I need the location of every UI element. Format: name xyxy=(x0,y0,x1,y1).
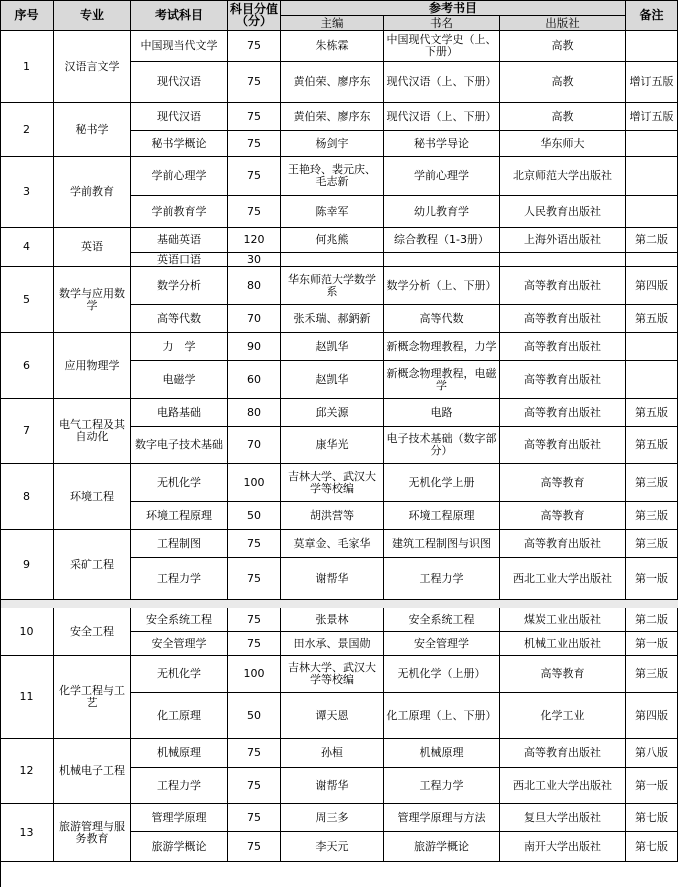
group-number: 6 xyxy=(0,333,54,399)
header-score: 科目分值（分） xyxy=(228,0,281,31)
cell-publisher: 上海外语出版社 xyxy=(500,228,626,253)
cell-score: 90 xyxy=(228,333,281,361)
major-name: 机械电子工程 xyxy=(54,739,131,804)
cell-publisher: 高教 xyxy=(500,103,626,131)
cell-publisher: 高等教育 xyxy=(500,656,626,693)
cell-score: 120 xyxy=(228,228,281,253)
cell-book: 现代汉语（上、下册） xyxy=(384,103,500,131)
cell-note: 第一版 xyxy=(626,558,678,600)
cell-score: 75 xyxy=(228,608,281,632)
cell-editor: 胡洪营等 xyxy=(281,502,384,530)
cell-score: 75 xyxy=(228,157,281,196)
major-name: 旅游管理与服务教育 xyxy=(54,804,131,862)
major-name: 学前教育 xyxy=(54,157,131,228)
cell-book: 电子技术基础（数字部分） xyxy=(384,427,500,464)
cell-note xyxy=(626,361,678,399)
cell-editor: 张禾瑞、郝鈵新 xyxy=(281,305,384,333)
cell-editor: 王艳玲、裴元庆、毛志新 xyxy=(281,157,384,196)
cell-score: 75 xyxy=(228,31,281,62)
cell-subject: 基础英语 xyxy=(131,228,228,253)
cell-book: 学前心理学 xyxy=(384,157,500,196)
cell-editor: 邱关源 xyxy=(281,399,384,427)
cell-editor: 莫章金、毛家华 xyxy=(281,530,384,558)
header-book-title: 书名 xyxy=(384,16,500,31)
cell-editor xyxy=(281,253,384,267)
cell-book: 综合教程（1-3册） xyxy=(384,228,500,253)
cell-subject: 化工原理 xyxy=(131,693,228,739)
major-name: 化学工程与工艺 xyxy=(54,656,131,739)
major-name: 英语 xyxy=(54,228,131,267)
cell-score: 75 xyxy=(228,768,281,804)
cell-book: 建筑工程制图与识图 xyxy=(384,530,500,558)
cell-score: 75 xyxy=(228,832,281,862)
cell-note: 第三版 xyxy=(626,464,678,502)
cell-note: 第一版 xyxy=(626,768,678,804)
cell-editor: 陈幸军 xyxy=(281,196,384,228)
cell-publisher: 南开大学出版社 xyxy=(500,832,626,862)
cell-note: 第五版 xyxy=(626,427,678,464)
group-number: 8 xyxy=(0,464,54,530)
cell-score: 75 xyxy=(228,632,281,656)
cell-score: 75 xyxy=(228,62,281,103)
cell-publisher: 华东师大 xyxy=(500,131,626,157)
major-name: 电气工程及其自动化 xyxy=(54,399,131,464)
cell-editor: 康华光 xyxy=(281,427,384,464)
cell-score: 75 xyxy=(228,196,281,228)
cell-publisher: 煤炭工业出版社 xyxy=(500,608,626,632)
cell-publisher: 人民教育出版社 xyxy=(500,196,626,228)
page-break-gap xyxy=(0,600,678,608)
cell-publisher: 复旦大学出版社 xyxy=(500,804,626,832)
cell-note xyxy=(626,157,678,196)
cell-publisher: 高等教育出版社 xyxy=(500,739,626,768)
cell-subject: 电磁学 xyxy=(131,361,228,399)
cell-publisher: 高等教育出版社 xyxy=(500,427,626,464)
cell-editor: 赵凯华 xyxy=(281,333,384,361)
cell-editor: 吉林大学、武汉大学等校编 xyxy=(281,656,384,693)
cell-book: 安全管理学 xyxy=(384,632,500,656)
cell-editor: 李天元 xyxy=(281,832,384,862)
group-number: 9 xyxy=(0,530,54,600)
cell-editor: 华东师范大学数学系 xyxy=(281,267,384,305)
cell-editor: 杨剑宇 xyxy=(281,131,384,157)
major-name: 数学与应用数学 xyxy=(54,267,131,333)
cell-score: 75 xyxy=(228,131,281,157)
cell-publisher: 机械工业出版社 xyxy=(500,632,626,656)
group-number: 2 xyxy=(0,103,54,157)
cell-book: 旅游学概论 xyxy=(384,832,500,862)
group-number: 7 xyxy=(0,399,54,464)
cell-editor: 谢帮华 xyxy=(281,768,384,804)
cell-editor: 孙桓 xyxy=(281,739,384,768)
header-subject: 考试科目 xyxy=(131,0,228,31)
group-number: 13 xyxy=(0,804,54,862)
cell-subject: 管理学原理 xyxy=(131,804,228,832)
major-name: 安全工程 xyxy=(54,608,131,656)
cell-note: 第四版 xyxy=(626,693,678,739)
cell-book: 高等代数 xyxy=(384,305,500,333)
cell-publisher: 北京师范大学出版社 xyxy=(500,157,626,196)
cell-book: 现代汉语（上、下册） xyxy=(384,62,500,103)
header-editor: 主编 xyxy=(281,16,384,31)
cell-subject: 安全管理学 xyxy=(131,632,228,656)
cell-book: 数学分析（上、下册） xyxy=(384,267,500,305)
cell-book: 幼儿教育学 xyxy=(384,196,500,228)
cell-editor: 黄伯荣、廖序东 xyxy=(281,103,384,131)
cell-publisher: 高等教育出版社 xyxy=(500,361,626,399)
cell-book: 无机化学上册 xyxy=(384,464,500,502)
cell-publisher: 高教 xyxy=(500,31,626,62)
cell-score: 60 xyxy=(228,361,281,399)
group-number: 11 xyxy=(0,656,54,739)
cell-subject: 力 学 xyxy=(131,333,228,361)
cell-publisher: 西北工业大学出版社 xyxy=(500,558,626,600)
cell-editor: 周三多 xyxy=(281,804,384,832)
cell-note xyxy=(626,131,678,157)
cell-score: 75 xyxy=(228,804,281,832)
cell-book xyxy=(384,253,500,267)
cell-subject: 环境工程原理 xyxy=(131,502,228,530)
cell-subject: 工程力学 xyxy=(131,558,228,600)
major-name: 应用物理学 xyxy=(54,333,131,399)
cell-editor: 黄伯荣、廖序东 xyxy=(281,62,384,103)
cell-subject: 数字电子技术基础 xyxy=(131,427,228,464)
cell-subject: 无机化学 xyxy=(131,464,228,502)
header-no: 序号 xyxy=(0,0,54,31)
cell-note: 第二版 xyxy=(626,228,678,253)
cell-subject: 工程力学 xyxy=(131,768,228,804)
cell-note xyxy=(626,333,678,361)
cell-publisher xyxy=(500,253,626,267)
group-number: 5 xyxy=(0,267,54,333)
cell-score: 70 xyxy=(228,305,281,333)
cell-book: 安全系统工程 xyxy=(384,608,500,632)
cell-note: 第五版 xyxy=(626,305,678,333)
cell-editor: 吉林大学、武汉大学等校编 xyxy=(281,464,384,502)
cell-note: 第七版 xyxy=(626,804,678,832)
cell-publisher: 西北工业大学出版社 xyxy=(500,768,626,804)
cell-subject: 机械原理 xyxy=(131,739,228,768)
group-number: 1 xyxy=(0,31,54,103)
header-note: 备注 xyxy=(626,0,678,31)
cell-score: 80 xyxy=(228,267,281,305)
cell-subject: 高等代数 xyxy=(131,305,228,333)
cell-subject: 现代汉语 xyxy=(131,62,228,103)
cell-score: 75 xyxy=(228,530,281,558)
cell-score: 75 xyxy=(228,103,281,131)
cell-score: 30 xyxy=(228,253,281,267)
cell-note: 第五版 xyxy=(626,399,678,427)
group-number: 10 xyxy=(0,608,54,656)
cell-editor: 赵凯华 xyxy=(281,361,384,399)
cell-subject: 旅游学概论 xyxy=(131,832,228,862)
cell-book: 中国现代文学史（上、下册） xyxy=(384,31,500,62)
cell-note: 第八版 xyxy=(626,739,678,768)
header-major: 专业 xyxy=(54,0,131,31)
cell-publisher: 高等教育出版社 xyxy=(500,333,626,361)
cell-editor: 谭天恩 xyxy=(281,693,384,739)
group-number: 12 xyxy=(0,739,54,804)
major-name: 环境工程 xyxy=(54,464,131,530)
major-name: 秘书学 xyxy=(54,103,131,157)
header-reference-books: 参考书目 xyxy=(281,0,626,16)
cell-book: 工程力学 xyxy=(384,768,500,804)
cell-note: 第四版 xyxy=(626,267,678,305)
cell-note: 第三版 xyxy=(626,530,678,558)
cell-note xyxy=(626,196,678,228)
cell-publisher: 高教 xyxy=(500,62,626,103)
cell-score: 100 xyxy=(228,656,281,693)
cell-book: 新概念物理教程，电磁学 xyxy=(384,361,500,399)
cell-subject: 现代汉语 xyxy=(131,103,228,131)
cell-score: 75 xyxy=(228,739,281,768)
cell-note: 增订五版 xyxy=(626,103,678,131)
cell-subject: 数学分析 xyxy=(131,267,228,305)
cell-score: 80 xyxy=(228,399,281,427)
cell-book: 秘书学导论 xyxy=(384,131,500,157)
cell-subject: 工程制图 xyxy=(131,530,228,558)
cell-publisher: 化学工业 xyxy=(500,693,626,739)
cell-subject: 无机化学 xyxy=(131,656,228,693)
cell-book: 电路 xyxy=(384,399,500,427)
cell-subject: 学前教育学 xyxy=(131,196,228,228)
cell-book: 机械原理 xyxy=(384,739,500,768)
cell-note xyxy=(626,31,678,62)
cell-publisher: 高等教育出版社 xyxy=(500,305,626,333)
cell-subject: 中国现当代文学 xyxy=(131,31,228,62)
cell-publisher: 高等教育 xyxy=(500,464,626,502)
header-publisher: 出版社 xyxy=(500,16,626,31)
cell-publisher: 高等教育 xyxy=(500,502,626,530)
cell-editor: 何兆熊 xyxy=(281,228,384,253)
cell-editor: 田水承、景国勋 xyxy=(281,632,384,656)
cell-book: 新概念物理教程，力学 xyxy=(384,333,500,361)
cell-subject: 安全系统工程 xyxy=(131,608,228,632)
cell-note: 增订五版 xyxy=(626,62,678,103)
cell-score: 75 xyxy=(228,558,281,600)
cell-book: 管理学原理与方法 xyxy=(384,804,500,832)
group-number: 3 xyxy=(0,157,54,228)
cell-publisher: 高等教育出版社 xyxy=(500,399,626,427)
cell-score: 50 xyxy=(228,693,281,739)
cell-note xyxy=(626,253,678,267)
cell-editor: 朱栋霖 xyxy=(281,31,384,62)
group-number: 4 xyxy=(0,228,54,267)
cell-note: 第三版 xyxy=(626,502,678,530)
cell-publisher: 高等教育出版社 xyxy=(500,267,626,305)
cell-subject: 电路基础 xyxy=(131,399,228,427)
cell-editor: 谢帮华 xyxy=(281,558,384,600)
cell-note: 第一版 xyxy=(626,632,678,656)
cell-note: 第七版 xyxy=(626,832,678,862)
cell-book: 无机化学（上册） xyxy=(384,656,500,693)
cell-book: 化工原理（上、下册） xyxy=(384,693,500,739)
cell-publisher: 高等教育出版社 xyxy=(500,530,626,558)
cell-score: 50 xyxy=(228,502,281,530)
cell-editor: 张景林 xyxy=(281,608,384,632)
cell-subject: 秘书学概论 xyxy=(131,131,228,157)
cell-note: 第三版 xyxy=(626,656,678,693)
cell-book: 工程力学 xyxy=(384,558,500,600)
cell-subject: 学前心理学 xyxy=(131,157,228,196)
cell-note: 第二版 xyxy=(626,608,678,632)
cell-subject: 英语口语 xyxy=(131,253,228,267)
cell-book: 环境工程原理 xyxy=(384,502,500,530)
major-name: 采矿工程 xyxy=(54,530,131,600)
cell-score: 70 xyxy=(228,427,281,464)
cell-score: 100 xyxy=(228,464,281,502)
major-name: 汉语言文学 xyxy=(54,31,131,103)
